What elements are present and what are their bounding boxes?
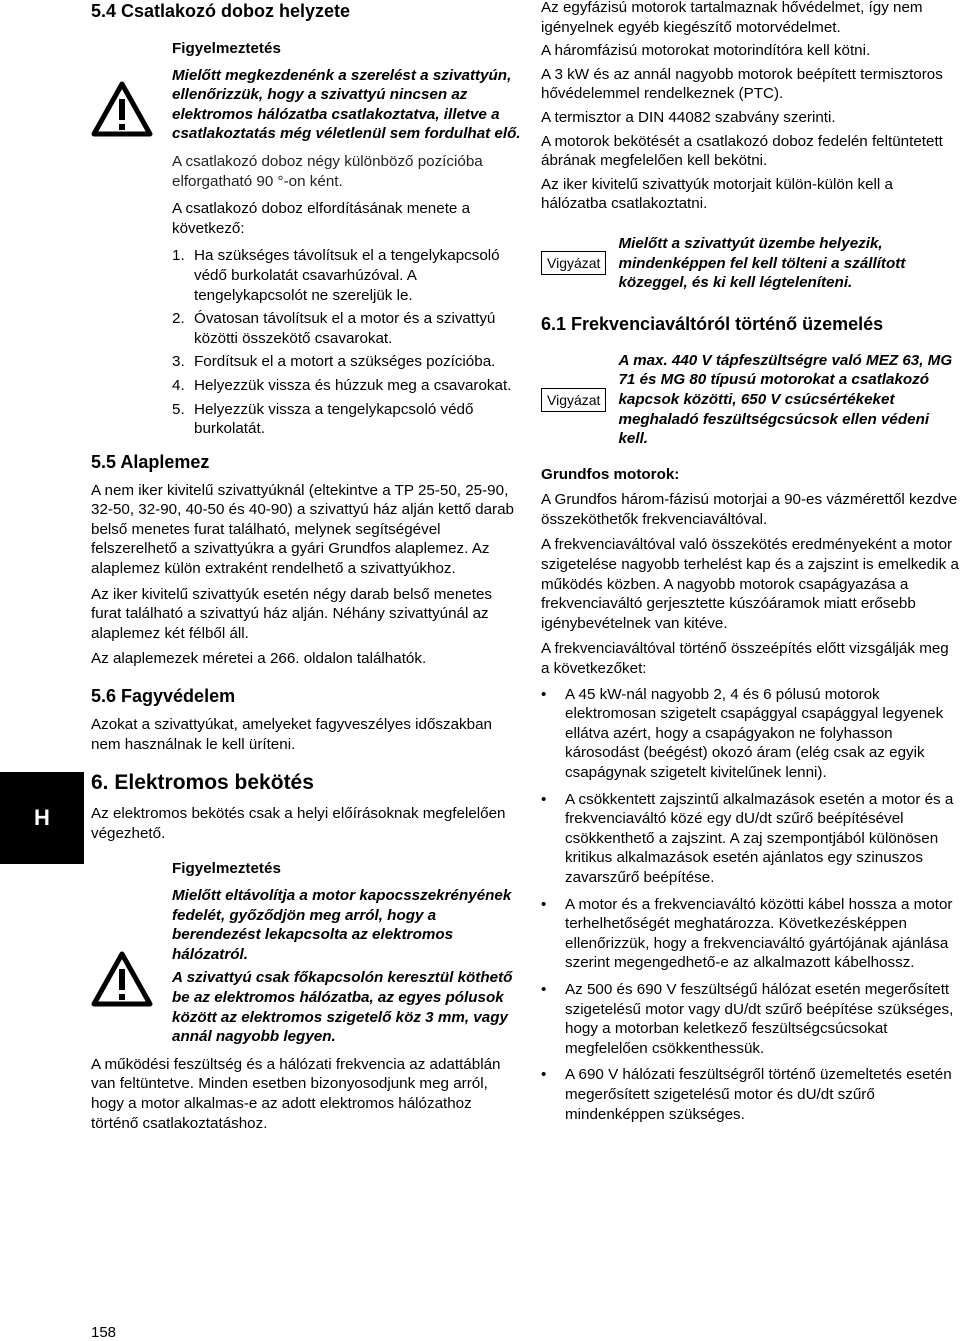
- caution-label: Vigyázat: [541, 388, 606, 412]
- bullet-icon: •: [541, 1066, 547, 1084]
- list-item: [541, 895, 960, 973]
- list-item-text: A 45 kW-nál nagyobb 2, 4 és 6 pólusú motorok elektromosan szigetelt csapággyal csapággyal legyenek ellátva azért, hogy a csapágyakon ne folyhasson károsodást (beégést) okozó áram (elég csak az egyik csapágynak szigetelt kivitelűnek lenni).: [565, 685, 944, 781]
- step-number: 4.: [172, 376, 185, 394]
- list-item: [541, 790, 960, 888]
- paragraph: A működési feszültség és a hálózati frekvencia az adattáblán van feltüntetve. Minden esetben bizonyosodjunk meg arról, hogy a motor alkalmas-e az adott elektromos hálózathoz történő csatlakoztatáshoz.: [91, 1055, 501, 1132]
- bullet-icon: •: [541, 980, 547, 998]
- caution-text: A max. 440 V tápfeszültségre való MEZ 63, MG 71 és MG 80 típusú motorokat a csatlakozó kapcsok közötti, 650 V csúcsértékeket meghaladó feszültségcsúcsok ellen védeni kell.: [618, 351, 953, 448]
- language-side-tab: H: [0, 772, 84, 864]
- step-text: Ha szükséges távolítsuk el a tengelykapcsoló védő burkolatát csavarhúzóval. A tengelykapcsolót ne szereljük le.: [194, 247, 500, 304]
- paragraph: A 3 kW és az annál nagyobb motorok beépített termisztoros hővédelemmel rendelkeznek (PTC).: [541, 65, 943, 103]
- section-6-1-title: 6.1 Frekvenciaváltóról történő üzemelés: [541, 313, 884, 334]
- warning-block-5-4: [91, 39, 521, 144]
- page-number: 158: [91, 1324, 117, 1341]
- section-5-4-title: 5.4 Csatlakozó doboz helyzete: [91, 1, 351, 21]
- warning-text: A szivattyú csak főkapcsolón keresztül köthető be az elektromos hálózatba, az egyes pólusok között az elektromos szigetelő köz 3 mm, vagy annál nagyobb legyen.: [172, 969, 513, 1046]
- caution-label: Vigyázat: [541, 251, 606, 275]
- warning-block-6: [91, 859, 521, 1046]
- warning-title: Figyelmeztetés: [172, 40, 281, 57]
- paragraph: A frekvenciaváltóval való összekötés eredményeként a motor szigetelése nagyobb terhelést kap és a zajszint is emelkedik a működés közben. A nagyobb motorok csapágyazása a frekvenciaváltó gerjesztette kúszóáramok miatt erősebb igénybevételnek van kitéve.: [541, 536, 959, 632]
- list-item-text: A csökkentett zajszintű alkalmazások esetén a motor és a frekvenciaváltó közé egy dU/dt szűrő beépítésével csökkenthető a zajszint. A zaj szempontjából különösen kritikus alkalmazások esetén ajánlatos egy szinuszos zavarszűrő beépítése.: [565, 790, 954, 886]
- list-item: [541, 980, 960, 1058]
- paragraph: Az alaplemezek méretei a 266. oldalon találhatók.: [91, 650, 427, 668]
- list-item: [172, 352, 521, 372]
- paragraph: A Grundfos három-fázisú motorjai a 90-es vázmérettől kezdve összeköthetők frekvenciaváltóval.: [541, 491, 958, 528]
- paragraph: A csatlakozó doboz négy különböző pozícióba elforgatható 90 °-on ként.: [172, 152, 483, 190]
- step-text: Fordítsuk el a motort a szükséges pozícióba.: [194, 353, 496, 371]
- list-item: [541, 1065, 960, 1124]
- section-5-5-title: 5.5 Alaplemez: [91, 451, 210, 472]
- paragraph: A nem iker kivitelű szivattyúknál (eltekintve a TP 25-50, 25-90, 32-50, 32-90, 40-50 és 40-90) a szivattyú ház alján kettő darab belső menetes furat található, melynek segítségével felszerelhető a szivattyúkra a gyári Grundfos alaplemez. Az alaplemez külön extraként rendelhető a szivattyúkhoz.: [91, 481, 514, 578]
- step-text: Óvatosan távolítsuk el a motor és a szivattyú közötti összekötő csavarokat.: [194, 310, 496, 347]
- requirements-list: [541, 685, 960, 1124]
- paragraph: Az iker kivitelű szivattyúk esetén négy darab belső menetes furat található a szivattyú ház alján. Néhány szivattyúnál az alaplemez két félből áll.: [91, 585, 492, 642]
- caution-block-2: [541, 351, 960, 449]
- paragraph: A motorok bekötését a csatlakozó doboz fedelén feltüntetett ábrának megfelelően kell bekötni.: [541, 132, 943, 170]
- step-number: 2.: [172, 310, 185, 328]
- list-item-text: A motor és a frekvenciaváltó közötti kábel hossza a motor terhelhetőségét meghatározza. Következésképpen ellenőrizzük, hogy a frekvenciaváltó gyártójának ajánlása szerint megengedhető-e az alkalmazott kábelhossz.: [565, 895, 953, 972]
- paragraph: Azokat a szivattyúkat, amelyeket fagyveszélyes időszakban nem használnak le kell üríteni.: [91, 716, 492, 753]
- list-item-text: Az 500 és 690 V feszültségű hálózat esetén megerősített szigetelésű motor vagy dU/dt szűrő beépítése szükséges, hogy a motorban keletkező feszültségcsúcsokat megfelelően csökkenthessük.: [565, 980, 954, 1057]
- list-item: [172, 246, 521, 305]
- step-text: Helyezzük vissza a tengelykapcsoló védő burkolatát.: [194, 400, 474, 438]
- warning-triangle-icon: [91, 81, 153, 137]
- section-6-title: 6. Elektromos bekötés: [91, 771, 314, 795]
- paragraph: A frekvenciaváltóval történő összeépítés előtt vizsgálják meg a következőket:: [541, 640, 949, 678]
- list-item: [172, 376, 521, 396]
- paragraph: A háromfázisú motorokat motorindítóra kell kötni.: [541, 42, 871, 60]
- list-item: [172, 400, 521, 439]
- bullet-icon: •: [541, 895, 547, 913]
- paragraph: Az elektromos bekötés csak a helyi előírásoknak megfelelően végezhető.: [91, 805, 506, 842]
- list-item: [172, 309, 521, 348]
- step-text: Helyezzük vissza és húzzuk meg a csavarokat.: [194, 376, 512, 394]
- step-number: 3.: [172, 353, 185, 371]
- caution-text: Mielőtt a szivattyút üzembe helyezik, mindenképpen fel kell tölteni a szállított közeggel, és ki kell légteleníteni.: [618, 234, 906, 292]
- list-item: [541, 685, 960, 783]
- caution-block-1: [541, 234, 960, 293]
- section-5-6-title: 5.6 Fagyvédelem: [91, 686, 236, 707]
- warning-text: Mielőtt megkezdenénk a szerelést a szivattyún, ellenőrizzük, hogy a szivattyú nincsen az elektromos hálózatba csatlakoztatva, illetve a csatlakoztatás még véletlenül sem fordulhat elő.: [172, 66, 521, 143]
- bullet-icon: •: [541, 685, 547, 703]
- paragraph: Az iker kivitelű szivattyúk motorjait külön-külön kell a hálózatba csatlakoztatni.: [541, 175, 893, 213]
- paragraph: A csatlakozó doboz elfordításának menete a következő:: [172, 200, 471, 237]
- step-number: 5.: [172, 400, 185, 418]
- warning-title: Figyelmeztetés: [172, 860, 281, 878]
- right-column: [541, 0, 960, 1131]
- bullet-icon: •: [541, 790, 547, 808]
- grundfos-subtitle: Grundfos motorok:: [541, 465, 680, 483]
- paragraph: A termisztor a DIN 44082 szabvány szerinti.: [541, 108, 836, 126]
- list-item-text: A 690 V hálózati feszültségről történő üzemeltetés esetén megerősített szigetelésű motor és dU/dt szűrő mindenképpen szükséges.: [565, 1066, 952, 1123]
- left-column: [91, 39, 521, 1133]
- paragraph: Az egyfázisú motorok tartalmaznak hővédelmet, így nem igényelnek egyéb kiegészítő motorvédelmet.: [541, 0, 923, 36]
- warning-triangle-icon: [91, 951, 153, 1007]
- warning-text: Mielőtt eltávolítja a motor kapocsszekrényének fedelét, győződjön meg arról, hogy a berendezést lekapcsolta az elektromos hálózatról.: [172, 887, 512, 963]
- steps-list: [172, 246, 521, 438]
- step-number: 1.: [172, 247, 185, 265]
